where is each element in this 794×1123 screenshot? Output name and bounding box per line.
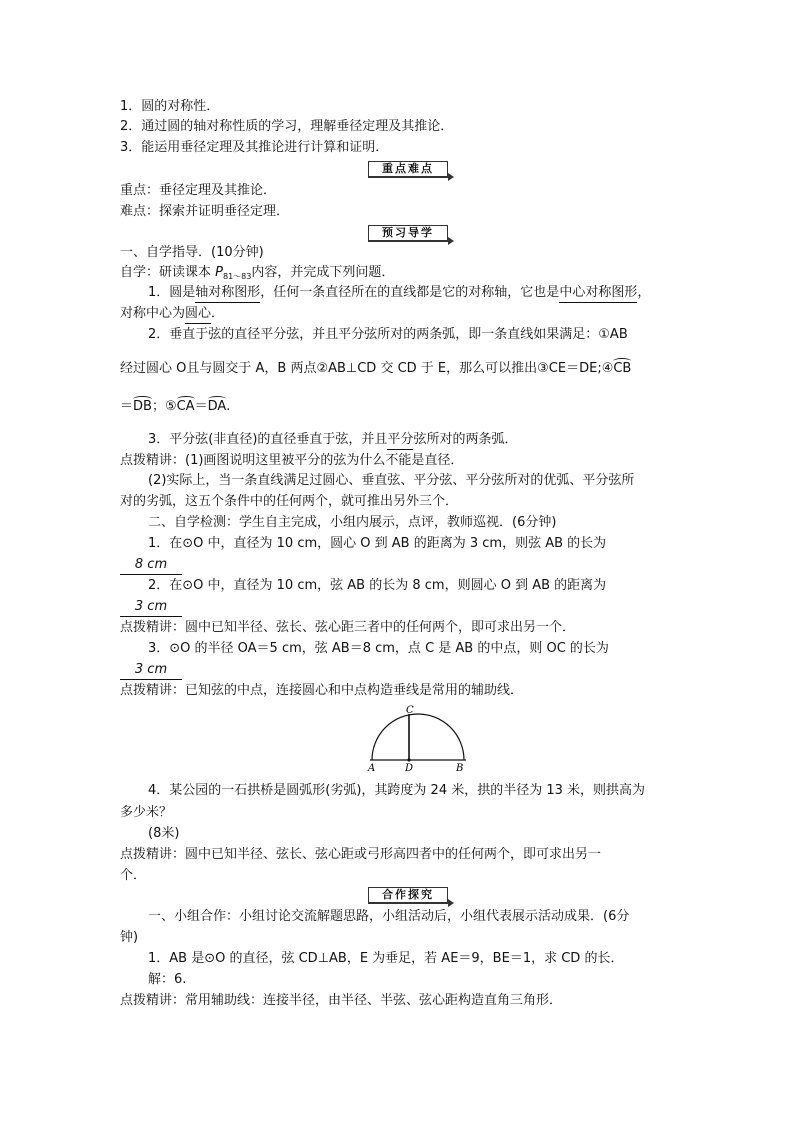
- section3-title-line2: 钟): [120, 930, 139, 945]
- banner-cooperate: [368, 886, 454, 906]
- tip-2-line1: (2)实际上，当一条直线满足过圆心、垂直弦、平分弦、平分弦所对的优弧、平分弦所: [148, 473, 635, 488]
- item1-line2: 对称中心为圆心．: [120, 305, 224, 324]
- item2-line2: 经过圆心 O且与圆交于 A，B 两点②AB⊥CD 交 CD 于 E，那么可以推出③CE＝DE;④CB: [120, 361, 632, 376]
- tip-5-line1: 点拨精讲：圆中已知半径、弦长、弦心距或弓形高四者中的任何两个，即可求出另一: [120, 847, 602, 862]
- question-1: 1．在⊙O 中，直径为 10 cm，圆心 O 到 AB 的距离为 3 cm，则弦 AB 的长为: [148, 536, 607, 551]
- arc-ca: CA: [176, 399, 195, 414]
- tip-1: 点拨精讲：(1)画图说明这里被平分的弦为什么不能是直径．: [120, 453, 464, 468]
- focus-text: 重点：垂径定理及其推论．: [120, 183, 277, 198]
- label-b: B: [456, 763, 464, 771]
- answer-4: (8米): [148, 826, 180, 841]
- answer-3: 3 cm: [120, 661, 182, 680]
- arch-bridge-figure: [360, 705, 470, 771]
- answer-blank: 圆心: [185, 305, 211, 324]
- difficulty-text: 难点：探索并证明垂径定理．: [120, 204, 290, 219]
- answer-2: 3 cm: [120, 598, 182, 617]
- coop-tip: 点拨精讲：常用辅助线：连接半径，由半径、半弦、弦心距构造直角三角形．: [120, 993, 563, 1008]
- tip-3: 点拨精讲：圆中已知半径、弦长、弦心距三者中的任何两个，即可求出另一个．: [120, 620, 576, 635]
- banner-label: 重点难点: [368, 161, 448, 177]
- tip-2-line2: 对的劣弧，这五个条件中的任何两个，就可推出另外三个．: [120, 494, 459, 509]
- answer-blank: 轴对称图形: [195, 284, 260, 303]
- banner-preview: [368, 224, 454, 244]
- label-d: D: [405, 763, 414, 771]
- answer-1: 8 cm: [120, 556, 182, 575]
- question-3: 3．⊙O 的半径 OA＝5 cm，弦 AB＝8 cm，点 C 是 AB 的中点，则 OC 的长为: [148, 641, 609, 656]
- tip-4: 点拨精讲：已知弦的中点，连接圆心和中点构造垂线是常用的辅助线．: [120, 683, 524, 698]
- coop-question-1: 1．AB 是⊙O 的直径，弦 CD⊥AB，E 为垂足，若 AE＝9，BE＝1，求 CD 的长．: [148, 951, 624, 966]
- banner-label: 预习导学: [368, 225, 448, 241]
- answer-blank: 中心对称图形: [559, 284, 637, 303]
- item2-line3: ＝DB；⑤CA＝DA.: [120, 399, 231, 414]
- question-4-line1: 4．某公园的一石拱桥是圆弧形(劣弧)，其跨度为 24 米，拱的半径为 13 米，则拱高为: [148, 783, 646, 798]
- banner-key-points: [368, 160, 454, 180]
- section2-title: 二、自学检测：学生自主完成，小组内展示，点评，教师巡视．(6分钟): [148, 515, 557, 530]
- answer-blank: 平分: [387, 431, 413, 450]
- label-c: C: [406, 705, 414, 716]
- item1-line1: 1．圆是轴对称图形，任何一条直径所在的直线都是它的对称轴，它也是中心对称图形，: [148, 284, 650, 303]
- self-study-intro: 自学：研读课本 $P_{81\sim 83}$内容，并完成下列问题．: [120, 265, 395, 281]
- coop-answer: 解：6.: [148, 972, 187, 987]
- item2-line1: 2．垂直于弦的直径平分弦，并且平分弦所对的两条弧，即一条直线如果满足：①AB: [148, 327, 628, 342]
- question-2: 2．在⊙O 中，直径为 10 cm，弦 AB 的长为 8 cm，则圆心 O 到 AB 的距离为: [148, 578, 607, 593]
- arc-da: DA: [207, 399, 227, 414]
- tip-5-line2: 个．: [120, 868, 147, 883]
- banner-label: 合作探究: [368, 887, 448, 903]
- arc-cb: CB: [613, 361, 632, 376]
- item3: 3．平分弦(非直径)的直径垂直于弦，并且平分弦所对的两条弧．: [148, 431, 517, 450]
- goal-2: 2．通过圆的轴对称性质的学习，理解垂径定理及其推论．: [120, 119, 454, 134]
- goal-1: 1．圆的对称性．: [120, 99, 220, 114]
- question-4-line2: 多少米？: [120, 805, 173, 820]
- goal-3: 3．能运用垂径定理及其推论进行计算和证明．: [120, 140, 389, 155]
- section1-title: 一、自学指导．(10分钟): [120, 245, 264, 260]
- label-a: A: [368, 763, 376, 771]
- arc-db: DB: [133, 399, 152, 414]
- section3-title-line1: 一、小组合作：小组讨论交流解题思路，小组活动后，小组代表展示活动成果．(6分: [148, 909, 630, 924]
